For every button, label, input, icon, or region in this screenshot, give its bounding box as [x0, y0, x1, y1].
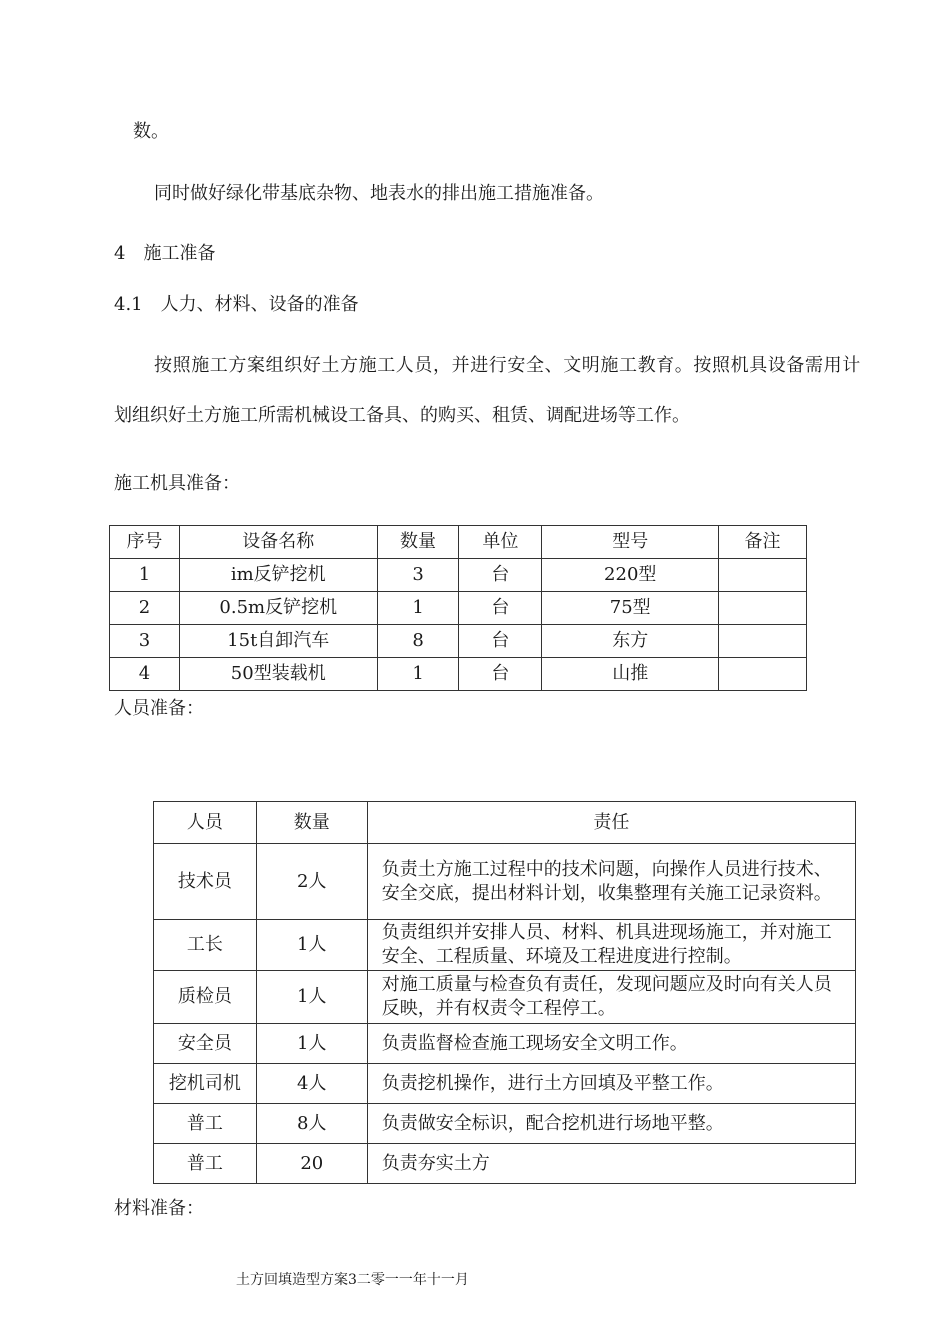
table-cell: 工长 — [154, 920, 257, 971]
table-cell: 普工 — [154, 1144, 257, 1184]
header-cell: 数量 — [377, 526, 459, 559]
equipment-table — [109, 525, 807, 691]
table-cell: 台 — [459, 658, 542, 691]
table-cell: 负责监督检查施工现场安全文明工作。 — [367, 1024, 855, 1064]
table-cell: 负责土方施工过程中的技术问题，向操作人员进行技术、安全交底，提出材料计划，收集整理有关施工记录资料。 — [367, 844, 855, 920]
table-row — [110, 658, 807, 691]
table-cell: 15t自卸汽车 — [179, 625, 377, 658]
header-cell: 人员 — [154, 802, 257, 844]
table-row — [154, 920, 856, 971]
table-cell: 3 — [377, 559, 459, 592]
header-cell: 序号 — [110, 526, 180, 559]
table-cell: 负责夯实土方 — [367, 1144, 855, 1184]
staff-table — [153, 801, 856, 1184]
equipment-heading: 施工机具准备： — [114, 473, 240, 494]
table-cell: 技术员 — [154, 844, 257, 920]
table-cell: 50型装载机 — [179, 658, 377, 691]
header-cell: 单位 — [459, 526, 542, 559]
table-cell: 普工 — [154, 1104, 257, 1144]
paragraph-continuation: 数。 — [133, 121, 169, 142]
paragraph-plan-line2: 划组织好土方施工所需机械设工备具、的购买、租赁、调配进场等工作。 — [114, 405, 690, 426]
table-cell: 负责做安全标识，配合挖机进行场地平整。 — [367, 1104, 855, 1144]
table-cell: 75型 — [542, 592, 719, 625]
table-cell: 4 — [110, 658, 180, 691]
staff-heading: 人员准备： — [114, 698, 204, 719]
header-cell: 型号 — [542, 526, 719, 559]
table-cell: 对施工质量与检查负有责任，发现问题应及时向有关人员反映，并有权责令工程停工。 — [367, 971, 855, 1024]
paragraph-greenbelt: 同时做好绿化带基底杂物、地表水的排出施工措施准备。 — [154, 183, 604, 204]
table-cell — [719, 559, 807, 592]
table-cell: 台 — [459, 625, 542, 658]
table-cell: 东方 — [542, 625, 719, 658]
table-cell: 2 — [110, 592, 180, 625]
table-cell: 3 — [110, 625, 180, 658]
table-cell: im反铲挖机 — [179, 559, 377, 592]
table-row — [154, 1104, 856, 1144]
table-cell: 1人 — [256, 920, 367, 971]
table-cell: 质检员 — [154, 971, 257, 1024]
table-cell: 台 — [459, 592, 542, 625]
table-cell: 1 — [377, 592, 459, 625]
table-cell — [719, 625, 807, 658]
paragraph-plan-line1: 按照施工方案组织好土方施工人员，并进行安全、文明施工教育。按照机具设备需用计 — [154, 355, 861, 376]
table-cell: 2人 — [256, 844, 367, 920]
table-cell: 1人 — [256, 1024, 367, 1064]
table-row — [110, 559, 807, 592]
table-cell: 台 — [459, 559, 542, 592]
table-row — [154, 1024, 856, 1064]
table-cell: 安全员 — [154, 1024, 257, 1064]
header-cell: 数量 — [256, 802, 367, 844]
section-heading-4-1: 4.1 人力、材料、设备的准备 — [114, 294, 359, 315]
table-cell — [719, 658, 807, 691]
table-header-row — [110, 526, 807, 559]
table-cell: 20 — [256, 1144, 367, 1184]
table-cell: 山推 — [542, 658, 719, 691]
table-row — [154, 1144, 856, 1184]
table-cell: 8 — [377, 625, 459, 658]
header-cell: 设备名称 — [179, 526, 377, 559]
table-row — [154, 844, 856, 920]
table-cell: 负责组织并安排人员、材料、机具进现场施工，并对施工安全、工程质量、环境及工程进度进行控制。 — [367, 920, 855, 971]
table-cell: 220型 — [542, 559, 719, 592]
table-cell — [719, 592, 807, 625]
page-footer: 土方回填造型方案3二零一一年十一月 — [236, 1272, 469, 1288]
table-cell: 1 — [110, 559, 180, 592]
header-cell: 责任 — [367, 802, 855, 844]
table-row — [154, 971, 856, 1024]
table-cell: 0.5m反铲挖机 — [179, 592, 377, 625]
table-cell: 负责挖机操作，进行土方回填及平整工作。 — [367, 1064, 855, 1104]
table-cell: 4人 — [256, 1064, 367, 1104]
table-header-row — [154, 802, 856, 844]
table-row — [110, 625, 807, 658]
header-cell: 备注 — [719, 526, 807, 559]
table-cell: 8人 — [256, 1104, 367, 1144]
table-row — [154, 1064, 856, 1104]
table-cell: 1 — [377, 658, 459, 691]
table-cell: 挖机司机 — [154, 1064, 257, 1104]
section-heading-4: 4 施工准备 — [114, 243, 216, 264]
table-row — [110, 592, 807, 625]
material-heading: 材料准备： — [114, 1198, 204, 1219]
table-cell: 1人 — [256, 971, 367, 1024]
